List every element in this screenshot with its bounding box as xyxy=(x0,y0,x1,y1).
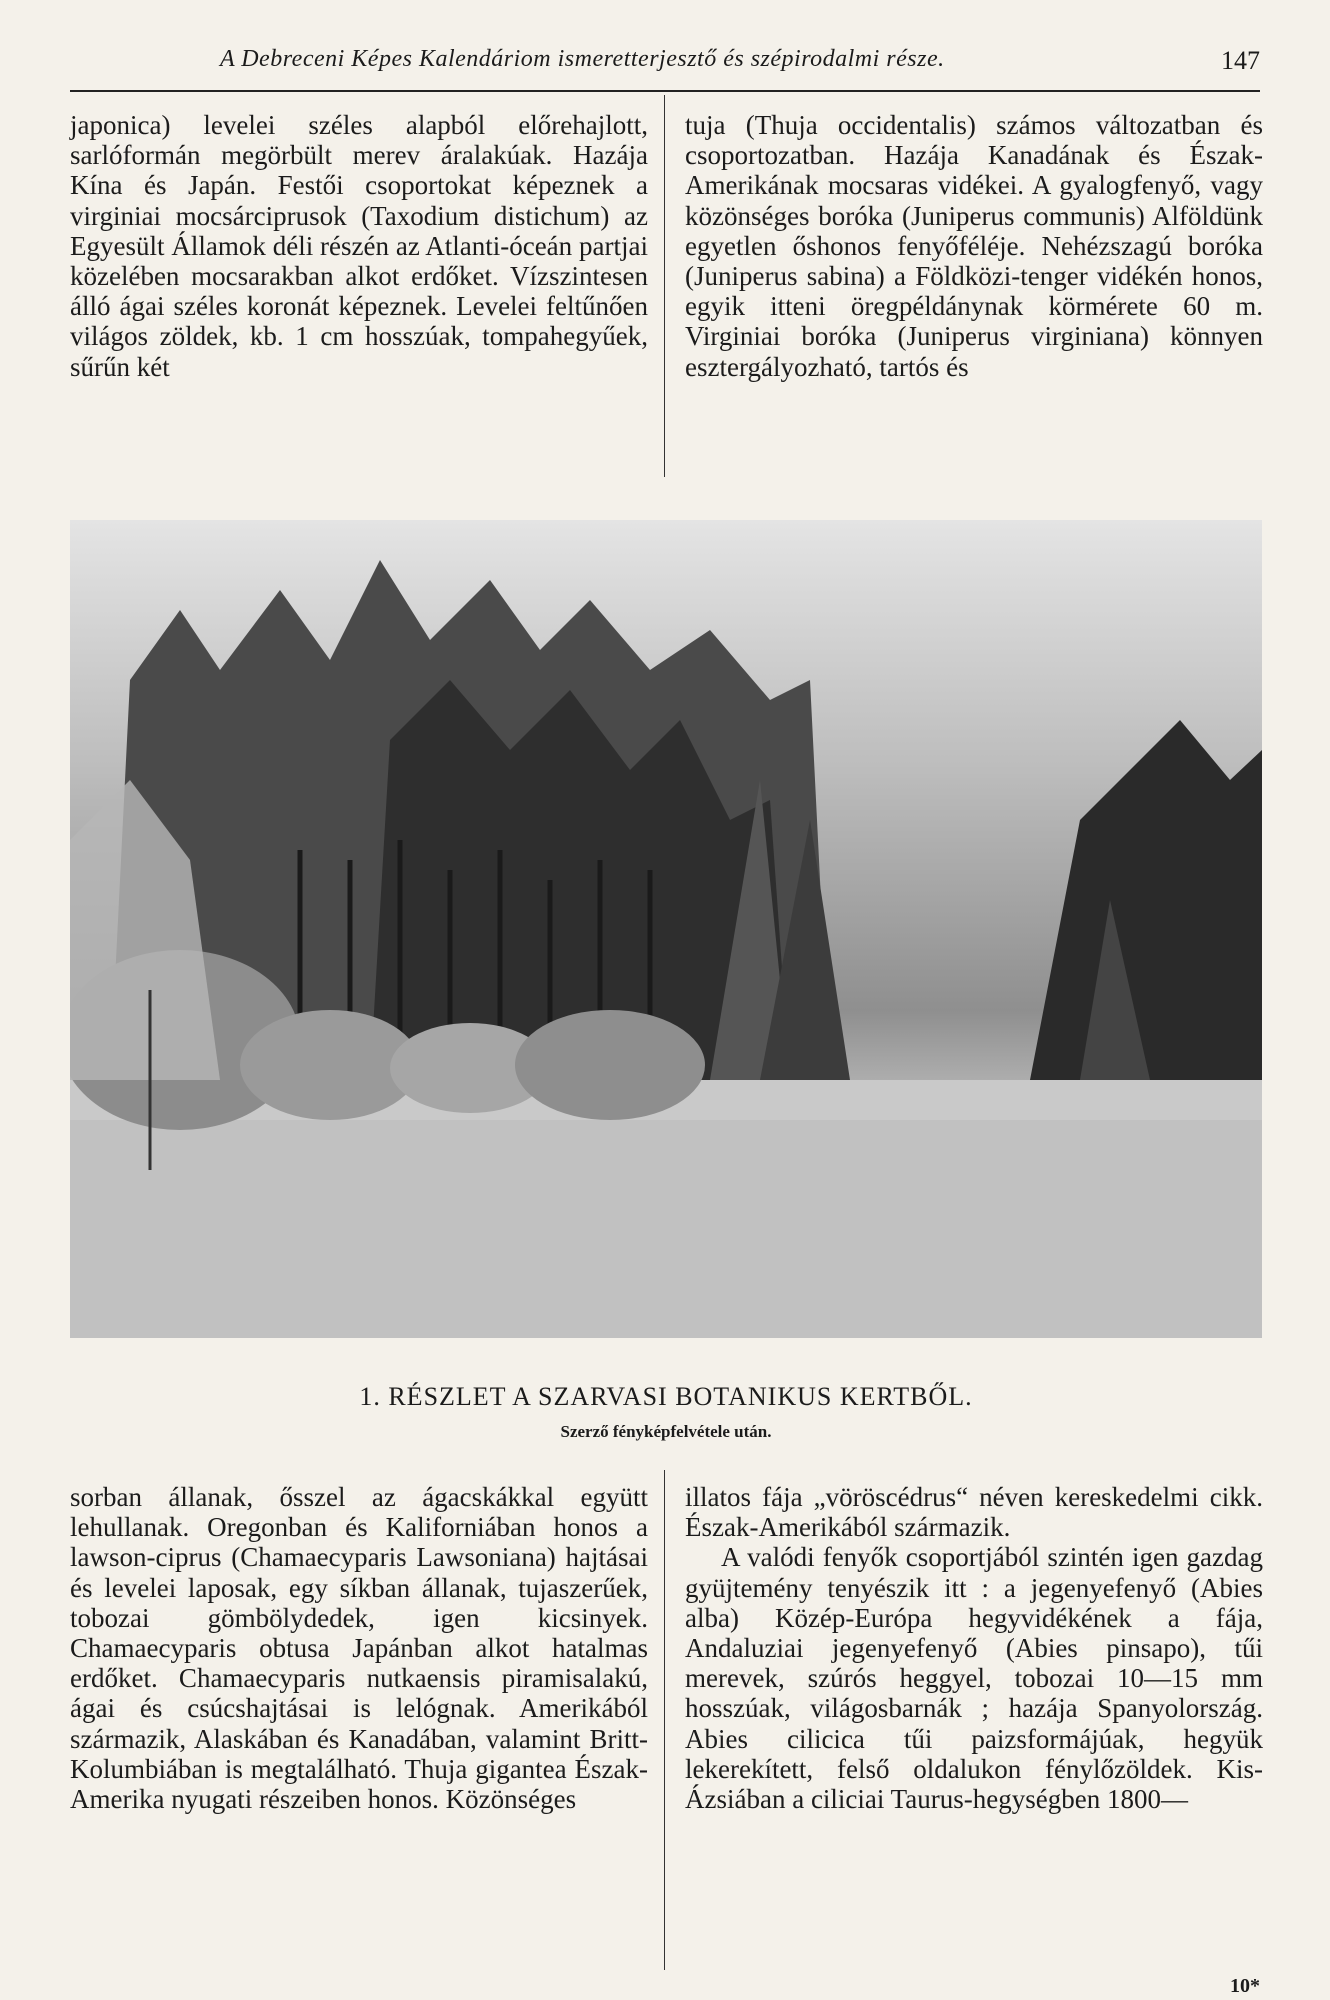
page-number: 147 xyxy=(1221,46,1260,75)
paragraph: A valódi fenyők csoportjából szintén igen gazdag gyüjtemény tenyészik itt : a jegenyefenyő (Abies alba) Közép-Európa hegyvidékének a fája, Andaluziai jegenyefenyő (Abies pinsapo), tűi merevek, szúrós heggyel, tobozai 10—15 mm hosszúak, világosbarnák ; hazája Spanyolország. Abies cilicica tűi paizsformájúak, hegyük lekerekített, felső oldalukon fénylőzöldek. Kis-Ázsiában a ciliciai Taurus-hegységben 1800— xyxy=(685,1542,1263,1815)
top-right-column xyxy=(685,110,1263,382)
figure-credit: Szerző fényképfelvétele után. xyxy=(560,1422,772,1441)
paragraph: tuja (Thuja occidentalis) számos változatban és csoportozatban. Hazája Kanadának és Észak-Amerikának mocsaras vidékei. A gyalogfenyő, vagy közönséges boróka (Juniperus communis) Alföldünk egyetlen őshonos fenyőféléje. Nehézszagú boróka (Juniperus sabina) a Földközi-tenger vidékén honos, egyik itteni öregpéldánynak körmérete 60 m. Virginiai boróka (Juniperus virginiana) könnyen esztergályozható, tartós és xyxy=(685,110,1263,382)
running-title: A Debreceni Képes Kalendáriom ismeretterjesztő és szépirodalmi része. xyxy=(220,46,945,72)
paragraph: illatos fája „vöröscédrus“ néven kereskedelmi cikk. Észak-Amerikából származik. xyxy=(685,1482,1263,1543)
column-divider xyxy=(664,95,665,477)
paragraph: japonica) levelei széles alapból előrehajlott, sarlóformán megörbült merev áralakúak. Hazája Kína és Japán. Festői csoportokat képeznek a virginiai mocsárciprusok (Taxodium distichum) az Egyesült Államok déli részén az Atlanti-óceán partjai közelében mocsarakban alkot erdőket. Vízszintesen álló ágai széles koronát képeznek. Levelei feltűnően világos zöldek, kb. 1 cm hosszúak, tompahegyűek, sűrűn két xyxy=(70,110,648,382)
garden-photograph xyxy=(70,520,1262,1338)
column-divider xyxy=(664,1470,665,1970)
bottom-right-column xyxy=(685,1482,1263,1814)
top-left-column xyxy=(70,110,648,382)
paragraph: sorban állanak, ősszel az ágacskákkal együtt lehullanak. Oregonban és Kaliforniában honos a lawson-ciprus (Chamaecyparis Lawsoniana) hajtásai és levelei laposak, egy síkban állanak, tujaszerűek, tobozai gömbölydedek, igen kicsinyek. Chamaecyparis obtusa Japánban alkot hatalmas erdőket. Chamaecyparis nutkaensis piramisalakú, ágai és csúcshajtásai is lelógnak. Amerikából származik, Alaskában és Kanadában, valamint Britt-Kolumbiában is megtalálható. Thuja gigantea Észak-Amerika nyugati részeiben honos. Közönséges xyxy=(70,1482,648,1815)
page-header xyxy=(70,40,1260,92)
figure-caption: 1. RÉSZLET A SZARVASI BOTANIKUS KERTBŐL. xyxy=(359,1382,973,1411)
signature-mark: 10* xyxy=(1230,1975,1260,1997)
photo-illustration xyxy=(70,520,1262,1338)
bottom-left-column xyxy=(70,1482,648,1814)
